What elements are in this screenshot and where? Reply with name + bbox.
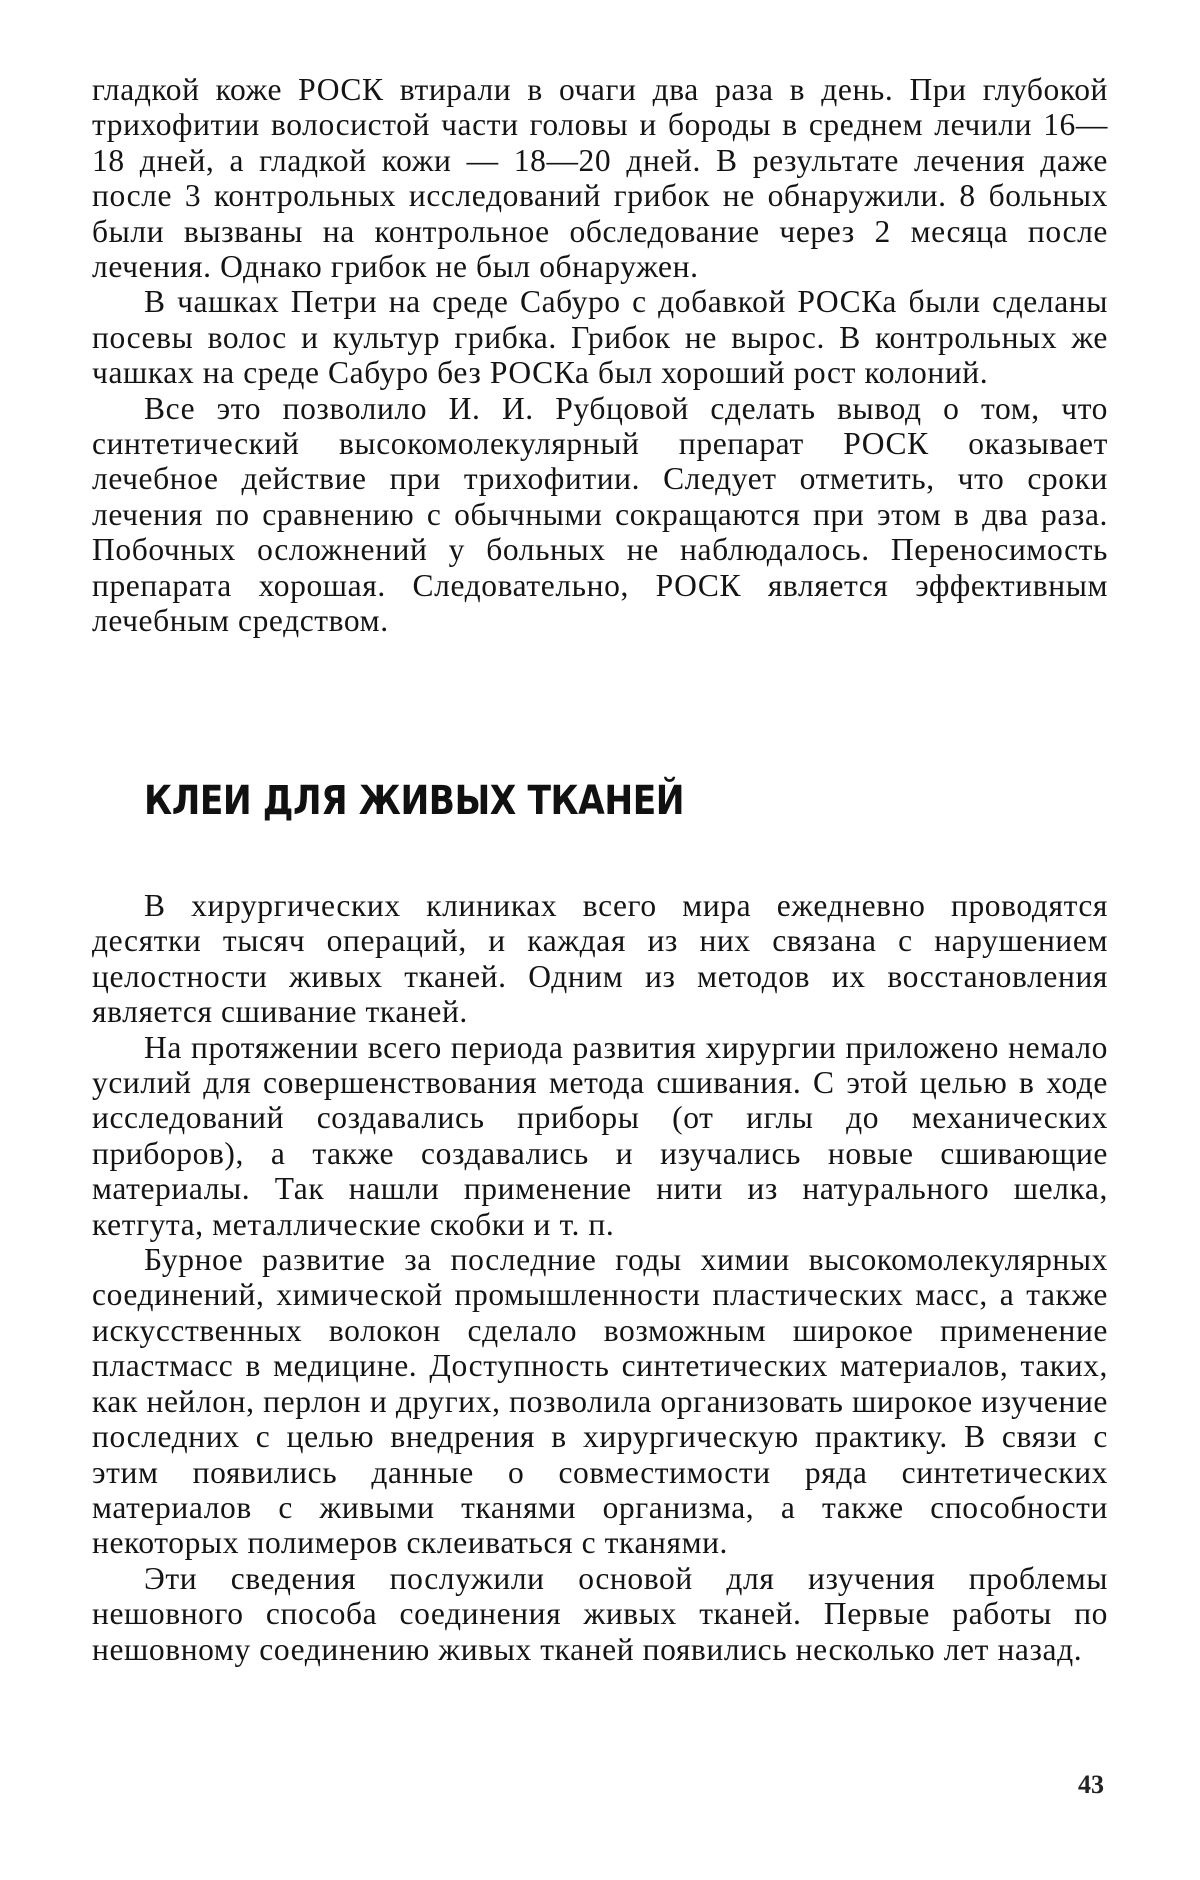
section-heading: КЛЕИ ДЛЯ ЖИВЫХ ТКАНЕЙ xyxy=(144,778,685,824)
paragraph: Все это позволило И. И. Рубцовой сделать вывод о том, что синтетический высокомолекулярный препарат РОСК оказывает лечебное действие при трихофитии. Следует отметить, что сроки лечения по сравнению с обычными сокращаются при этом в два раза. Побочных осложнений у больных не наблюдалось. Переносимость препарата хорошая. Следовательно, РОСК является эффективным лечебным средством. xyxy=(92,390,1108,639)
paragraph: Эти сведения послужили основой для изучения проблемы нешовного способа соединения живых тканей. Первые работы по нешовному соединению живых тканей появились несколько лет назад. xyxy=(92,1560,1108,1667)
paragraph: В хирургических клиниках всего мира ежедневно проводятся десятки тысяч операций, и каждая из них связана с нарушением целостности живых тканей. Одним из методов их восстановления является сшивание тканей. xyxy=(92,888,1108,1030)
paragraph: В чашках Петри на среде Сабуро с добавкой РОСКа были сделаны посевы волос и культур грибка. Грибок не вырос. В контрольных же чашках на среде Сабуро без РОСКа был хороший рост колоний. xyxy=(92,284,1108,391)
page-number: 43 xyxy=(1078,1770,1104,1799)
text-block-bottom xyxy=(92,888,1108,1667)
paragraph: Бурное развитие за последние годы химии высокомолекулярных соединений, химической промышленности пластических масс, а также искусственных волокон сделало возможным широкое применение пластмасс в медицине. Доступность синтетических материалов, таких, как нейлон, перлон и других, позволила организовать широкое изучение последних с целью внедрения в хирургическую практику. В связи с этим появились данные о совместимости ряда синтетических материалов с живыми тканями организма, а также способности некоторых полимеров склеиваться с тканями. xyxy=(92,1242,1108,1561)
paragraph: гладкой коже РОСК втирали в очаги два раза в день. При глубокой трихофитии волосистой части головы и бороды в среднем лечили 16—18 дней, а гладкой кожи — 18—20 дней. В результате лечения даже после 3 контрольных исследований грибок не обнаружили. 8 больных были вызваны на контрольное обследование через 2 месяца после лечения. Однако грибок не был обнаружен. xyxy=(92,72,1108,285)
text-block-top xyxy=(92,72,1108,639)
paragraph: На протяжении всего периода развития хирургии приложено немало усилий для совершенствования метода сшивания. С этой целью в ходе исследований создавались приборы (от иглы до механических приборов), а также создавались и изучались новые сшивающие материалы. Так нашли применение нити из натурального шелка, кетгута, металлические скобки и т. п. xyxy=(92,1029,1108,1242)
